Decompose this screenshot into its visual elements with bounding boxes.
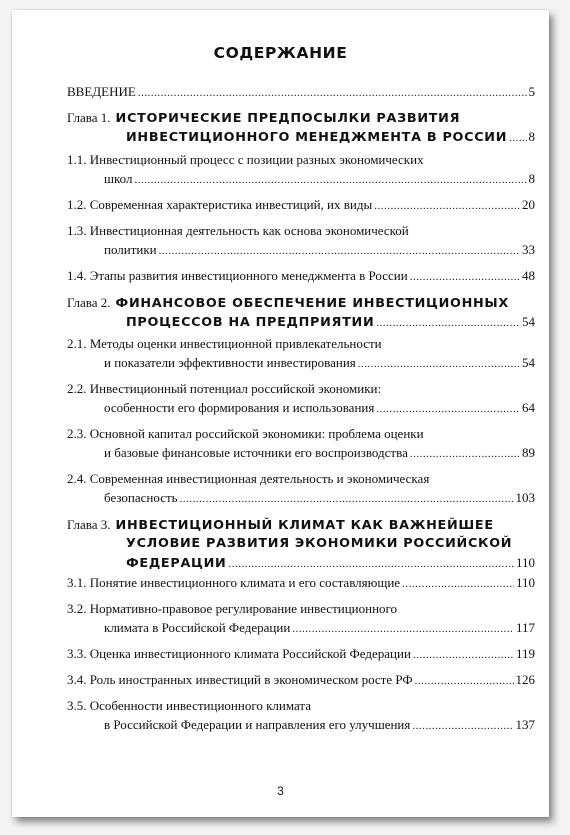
chapter-title-line: ИНВЕСТИЦИОННЫЙ КЛИМАТ КАК ВАЖНЕЙШЕЕ [115,518,494,533]
dot-leader [415,672,514,691]
toc-section-1-1[interactable] [67,150,535,188]
document-page [12,10,549,817]
toc-page-number: 8 [528,171,535,186]
chapter-prefix: Глава 1. [67,110,111,125]
toc-page-number: 117 [515,620,535,635]
section-title-line: 1.3. Инвестиционная деятельность как основа экономической [67,223,409,238]
toc-page-number: 126 [515,672,535,687]
section-title-line: 1.4. Этапы развития инвестиционного менеджмента в России [67,268,408,283]
toc-page-number: 64 [522,400,535,415]
section-title-line: климата в Российской Федерации [104,620,291,635]
section-title-line: 1.1. Инвестиционный процесс с позиции разных экономических [67,152,424,167]
toc-section-1-4[interactable] [67,266,535,285]
chapter-prefix: Глава 3. [67,517,111,532]
toc-section-2-3[interactable] [67,424,535,462]
toc-page-number: 54 [522,314,535,329]
toc-section-3-4[interactable] [67,670,535,689]
toc-section-2-2[interactable] [67,379,535,417]
chapter-title-line: ФИНАНСОВОЕ ОБЕСПЕЧЕНИЕ ИНВЕСТИЦИОННЫХ [115,296,509,311]
toc-section-2-1[interactable] [67,334,535,372]
section-title-line: 2.3. Основной капитал российской экономики: проблема оценки [67,426,424,441]
section-title-line: 3.5. Особенности инвестиционного климата [67,698,312,713]
section-title-line: 2.1. Методы оценки инвестиционной привлекательности [67,336,382,351]
dot-leader [376,400,520,419]
toc-page-number: 5 [528,84,535,99]
toc-section-3-1[interactable] [67,573,535,592]
toc-entry-label: ВВЕДЕНИЕ [67,84,136,99]
chapter-title-line: ПРОЦЕССОВ НА ПРЕДПРИЯТИИ [126,315,375,330]
toc-page-number: 110 [515,575,535,590]
toc-page-number: 110 [515,555,535,570]
toc-chapter-3[interactable] [67,515,535,572]
toc-page-number: 8 [528,129,535,144]
toc-entry-intro[interactable] [67,82,535,101]
dot-leader [509,129,526,148]
toc-section-1-3[interactable] [67,221,535,259]
toc-page-number: 20 [522,197,535,212]
chapter-title-line: ФЕДЕРАЦИИ [126,556,227,571]
dot-leader [410,445,520,464]
section-title-line: 2.2. Инвестиционный потенциал российской экономики: [67,381,382,396]
dot-leader [410,268,520,287]
dot-leader [159,242,520,261]
dot-leader [228,555,514,574]
section-title-line: особенности его формирования и использования [104,400,375,415]
dot-leader [413,646,514,665]
chapter-prefix: Глава 2. [67,295,111,310]
toc-page-number: 54 [522,355,535,370]
toc-chapter-2[interactable] [67,293,535,331]
section-title-line: 2.4. Современная инвестиционная деятельность и экономическая [67,471,430,486]
chapter-title-line: УСЛОВИЕ РАЗВИТИЯ ЭКОНОМИКИ РОССИЙСКОЙ [126,536,513,551]
page-number-footer: 3 [277,784,284,798]
toc-section-3-2[interactable] [67,599,535,637]
section-title-line: и показатели эффективности инвестирования [104,355,356,370]
dot-leader [358,355,520,374]
toc-section-3-3[interactable] [67,644,535,663]
dot-leader [376,314,520,333]
toc-page-number: 33 [522,242,535,257]
dot-leader [134,171,526,190]
section-title-line: 3.3. Оценка инвестиционного климата Российской Федерации [67,646,411,661]
dot-leader [402,575,514,594]
section-title-line: политики [104,242,157,257]
toc-page-number: 103 [515,490,535,505]
dot-leader [292,620,514,639]
section-title-line: 1.2. Современная характеристика инвестиций, их виды [67,197,373,212]
table-of-contents [67,82,535,734]
dot-leader [374,197,520,216]
section-title-line: 3.4. Роль иностранных инвестиций в экономическом росте РФ [67,672,413,687]
section-title-line: 3.2. Нормативно-правовое регулирование инвестиционного [67,601,398,616]
section-title-line: 3.1. Понятие инвестиционного климата и его составляющие [67,575,401,590]
dot-leader [180,490,514,509]
chapter-title-line: ИСТОРИЧЕСКИЕ ПРЕДПОСЫЛКИ РАЗВИТИЯ [115,111,461,126]
toc-page-number: 48 [522,268,535,283]
toc-page-number: 119 [515,646,535,661]
section-title-line: и базовые финансовые источники его воспроизводства [104,445,408,460]
section-title-line: в Российской Федерации и направления его улучшения [104,717,411,732]
dot-leader [138,84,527,103]
toc-chapter-1[interactable] [67,108,535,146]
toc-section-1-2[interactable] [67,195,535,214]
section-title-line: безопасность [104,490,178,505]
page-title: СОДЕРЖАНИЕ [213,44,348,62]
toc-section-2-4[interactable] [67,469,535,507]
section-title-line: школ [104,171,133,186]
chapter-title-line: ИНВЕСТИЦИОННОГО МЕНЕДЖМЕНТА В РОССИИ [126,130,508,145]
toc-page-number: 137 [515,717,535,732]
dot-leader [412,717,513,736]
toc-section-3-5[interactable] [67,696,535,734]
toc-page-number: 89 [522,445,535,460]
